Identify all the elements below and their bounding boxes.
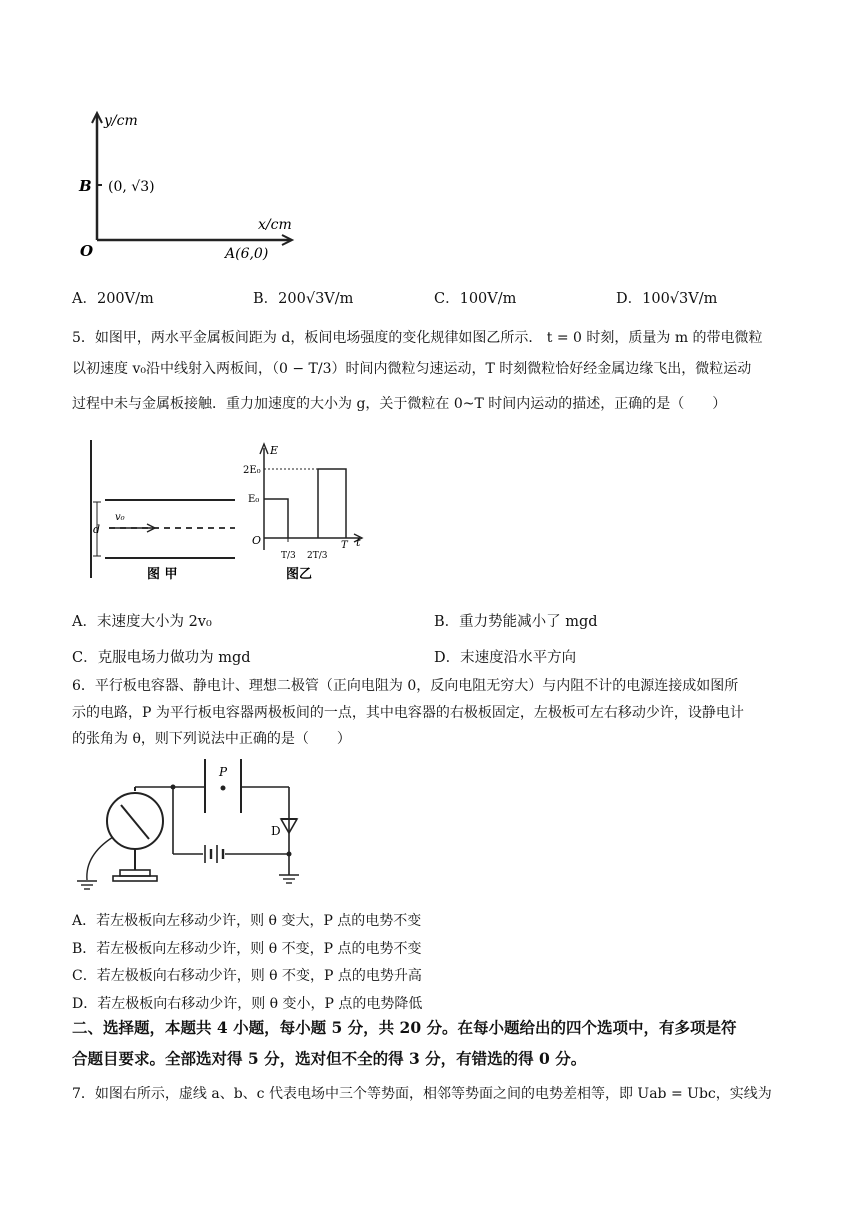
d-label: d [93, 523, 101, 536]
q5-figure-jia [85, 438, 245, 586]
t-axis-label: t [356, 536, 361, 549]
q6-circuit-figure [65, 755, 315, 900]
q6-stem-line1: 6．平行板电容器、静电计、理想二极管（正向电阻为 0，反向电阻无穷大）与内阻不计的电源连接成如图所 [72, 678, 739, 694]
q4-option-b[interactable]: B．200√3V/m [253, 291, 354, 307]
e0-label: E₀ [248, 494, 260, 505]
q4-coordinate-figure [70, 105, 310, 270]
origin-label-yi: O [252, 534, 262, 547]
q6-option-c[interactable]: C．若左极板向右移动少许，则 θ 不变，P 点的电势升高 [72, 968, 422, 984]
q6-option-a[interactable]: A．若左极板向左移动少许，则 θ 变大，P 点的电势不变 [72, 913, 422, 929]
x-axis-label: x/cm [258, 217, 292, 233]
q6-option-d[interactable]: D．若左极板向右移动少许，则 θ 变小，P 点的电势降低 [72, 996, 423, 1012]
q5-option-b[interactable]: B．重力势能减小了 mgd [434, 614, 598, 630]
tick-t-label: T [341, 540, 348, 551]
point-p [221, 786, 226, 791]
q6-stem-line2: 示的电路，P 为平行板电容器两极板间的一点，其中电容器的右极板固定，左极板可左右移动少许，设静电计 [72, 705, 744, 721]
section2-heading-line2: 合题目要求。全部选对得 5 分，选对但不全的得 3 分，有错选的得 0 分。 [72, 1049, 587, 1068]
q5-stem-line1: 5．如图甲，两水平金属板间距为 d，板间电场强度的变化规律如图乙所示． t = 0 时刻，质量为 m 的带电微粒 [72, 330, 763, 346]
v0-label: v₀ [115, 512, 125, 523]
point-b-label: B [79, 177, 92, 195]
point-a-label: A(6,0) [225, 246, 269, 262]
q5-option-a[interactable]: A．末速度大小为 2v₀ [72, 614, 212, 630]
e-axis-label: E [270, 444, 279, 457]
fig-jia-caption: 图 甲 [147, 567, 178, 582]
point-p-label: P [219, 765, 228, 779]
q5-figure-yi [238, 438, 373, 586]
point-b-coord: (0, √3) [108, 179, 155, 195]
q6-option-b[interactable]: B．若左极板向左移动少许，则 θ 不变，P 点的电势不变 [72, 941, 422, 957]
q4-option-c[interactable]: C．100V/m [434, 291, 517, 307]
section2-heading-line1: 二、选择题，本题共 4 小题，每小题 5 分，共 20 分。在每小题给出的四个选项中，有多项是符 [72, 1018, 737, 1037]
q6-stem-line3: 的张角为 θ，则下列说法中正确的是（ ） [72, 731, 351, 747]
q5-stem-line2: 以初速度 v₀沿中线射入两板间，（0 − T/3）时间内微粒匀速运动，T 时刻微粒恰好经金属边缘飞出，微粒运动 [72, 361, 752, 377]
diode-label: D [271, 824, 281, 838]
q4-option-a[interactable]: A．200V/m [72, 291, 154, 307]
y-axis-label: y/cm [104, 113, 138, 129]
origin-label: O [80, 242, 94, 260]
q7-stem-line1: 7．如图右所示，虚线 a、b、c 代表电场中三个等势面，相邻等势面之间的电势差相等，即 Uab = Ubc，实线为 [72, 1086, 772, 1102]
q4-option-d[interactable]: D．100√3V/m [616, 291, 718, 307]
q5-option-c[interactable]: C．克服电场力做功为 mgd [72, 650, 251, 666]
q5-option-d[interactable]: D．末速度沿水平方向 [434, 650, 577, 666]
q5-stem-line3: 过程中未与金属板接触．重力加速度的大小为 g，关于微粒在 0~T 时间内运动的描述，正确的是（ ） [72, 396, 727, 412]
tick-t-third-label: T/3 [281, 551, 296, 561]
fig-yi-caption: 图乙 [286, 567, 313, 582]
tick-2t-third-label: 2T/3 [307, 551, 328, 561]
two-e0-label: 2E₀ [243, 465, 261, 476]
